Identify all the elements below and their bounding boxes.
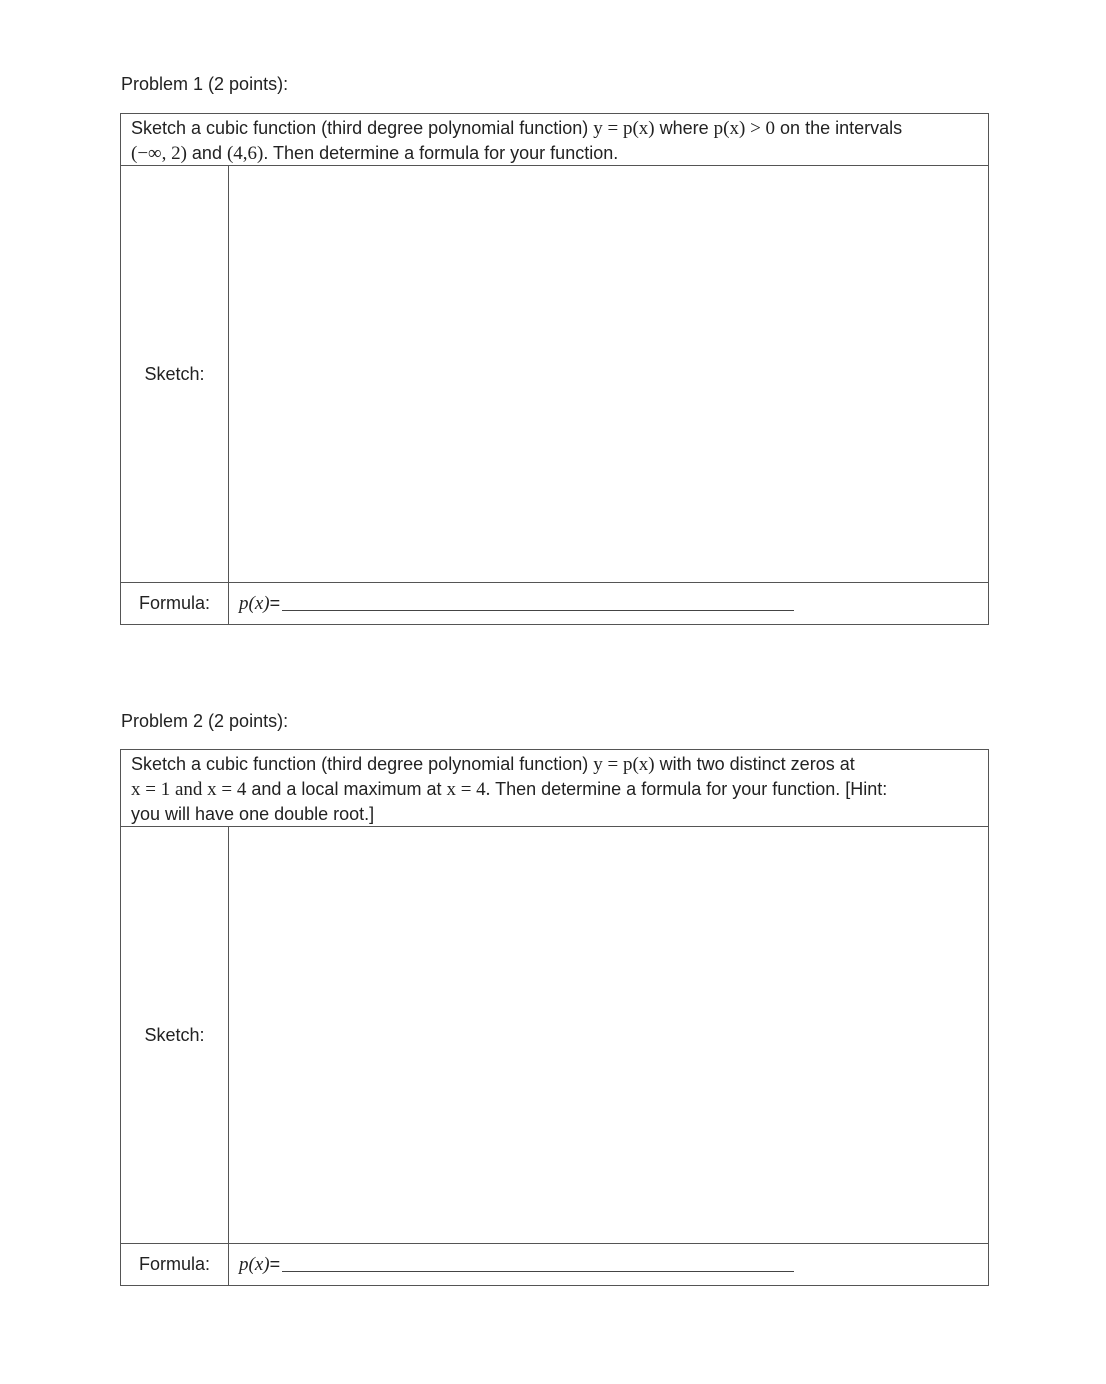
prompt-text: and a local maximum at [246, 779, 447, 799]
problem-2-heading: Problem 2 (2 points): [121, 711, 289, 731]
problem-1-prompt-line-1 [131, 116, 978, 141]
math-expression: p(x) > 0 [713, 118, 776, 139]
math-expression: x = 4. [446, 779, 491, 800]
problem-1-formula-field[interactable] [239, 583, 794, 624]
problem-2-prompt [121, 750, 988, 827]
math-expression: (4,6) [226, 143, 264, 164]
math-expression: y = p(x) [593, 118, 655, 139]
problem-2-sketch-label: Sketch: [121, 827, 229, 1243]
formula-function-name: p(x) [239, 592, 270, 614]
formula-function-name: p(x) [239, 1253, 270, 1275]
problem-1-formula-row [121, 582, 988, 624]
problem-1-prompt-line-2 [131, 141, 978, 166]
math-expression: y = p(x) [593, 754, 655, 775]
formula-equals: = [269, 1254, 281, 1274]
problem-1-formula-label: Formula: [121, 583, 229, 624]
problem-2-sketch-area[interactable] [229, 827, 988, 1243]
prompt-text: with two distinct zeros at [654, 754, 855, 774]
prompt-text: Sketch a cubic function (third degree polynomial function) [131, 754, 594, 774]
formula-answer-line[interactable] [282, 1257, 794, 1272]
prompt-text: . Then determine a formula for your function. [263, 143, 619, 163]
problem-2-prompt-line-2 [131, 777, 978, 802]
problem-2-prompt-line-3 [131, 802, 978, 827]
problem-2-formula-label: Formula: [121, 1244, 229, 1285]
math-expression: x = 1 and x = 4 [131, 779, 247, 800]
problem-1-prompt [121, 114, 988, 166]
problem-1-heading: Problem 1 (2 points): [121, 74, 289, 94]
problem-2-formula-field[interactable] [239, 1244, 794, 1285]
problem-1-sketch-area[interactable] [229, 166, 988, 582]
problem-1-table [120, 113, 989, 625]
problem-2-prompt-line-1 [131, 752, 978, 777]
prompt-text: you will have one double root.] [131, 804, 375, 824]
problem-2-table [120, 749, 989, 1286]
prompt-text: where [654, 118, 714, 138]
prompt-text: and [186, 143, 227, 163]
prompt-text: Sketch a cubic function (third degree polynomial function) [131, 118, 594, 138]
formula-equals: = [269, 593, 281, 613]
problem-1-sketch-label: Sketch: [121, 166, 229, 582]
problem-2-formula-row [121, 1243, 988, 1285]
prompt-text: on the intervals [775, 118, 903, 138]
formula-answer-line[interactable] [282, 596, 794, 611]
math-expression: (−∞, 2) [131, 143, 187, 164]
prompt-text: Then determine a formula for your function. [Hint: [490, 779, 888, 799]
